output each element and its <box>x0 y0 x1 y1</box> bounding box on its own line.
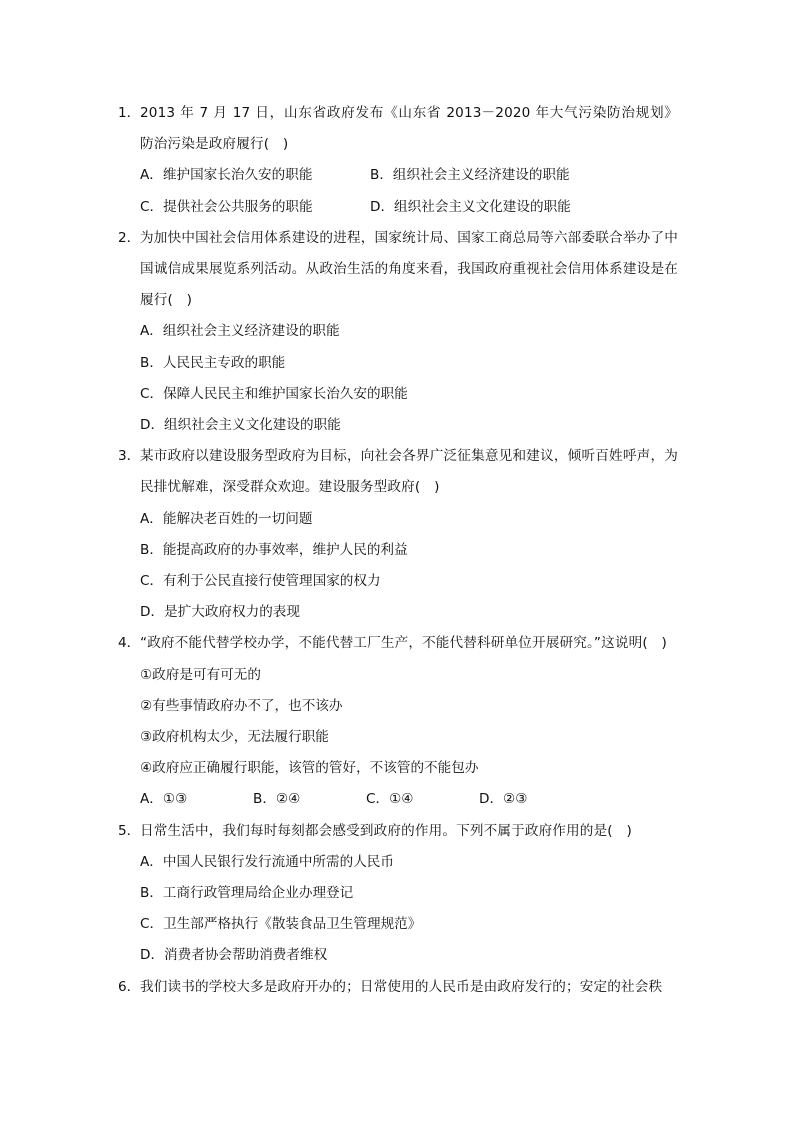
option-d: D．组织社会主义文化建设的职能 <box>140 417 341 434</box>
statement-3: ③政府机构太少，无法履行职能 <box>140 729 329 746</box>
option-a: A．中国人民银行发行流通中所需的人民币 <box>140 853 394 870</box>
statement-4: ④政府应正确履行职能，该管的管好，不该管的不能包办 <box>140 760 479 777</box>
question-1 <box>118 98 678 223</box>
option-c: C．保障人民民主和维护国家长治久安的职能 <box>140 385 408 402</box>
option-b: B．组织社会主义经济建设的职能 <box>370 167 570 184</box>
question-6 <box>118 972 678 1003</box>
question-stem: 日常生活中，我们每时每刻都会感受到政府的作用。下列不属于政府作用的是( ) <box>140 822 632 839</box>
question-number: 3． <box>118 448 141 465</box>
option-a: A．①③ <box>140 791 188 808</box>
statement-2: ②有些事情政府办不了，也不该办 <box>140 697 343 714</box>
question-stem: 某市政府以建设服务型政府为目标，向社会各界广泛征集意见和建议，倾听百姓呼声，为民排忧解难，深受群众欢迎。建设服务型政府( ) <box>140 448 678 496</box>
question-number: 2． <box>118 229 141 246</box>
option-d: D．消费者协会帮助消费者维权 <box>140 947 328 964</box>
question-3 <box>118 441 678 628</box>
option-c: C．①④ <box>366 791 414 808</box>
question-5 <box>118 816 678 972</box>
question-stem: 我们读书的学校大多是政府开办的；日常使用的人民币是由政府发行的；安定的社会秩 <box>140 978 663 995</box>
option-b: B．工商行政管理局给企业办理登记 <box>140 885 354 902</box>
question-number: 1． <box>118 105 141 121</box>
option-d: D．是扩大政府权力的表现 <box>140 604 300 621</box>
question-2 <box>118 223 678 441</box>
option-b: B．②④ <box>253 791 301 808</box>
option-c: C．提供社会公共服务的职能 <box>140 198 313 215</box>
option-a: A．能解决老百姓的一切问题 <box>140 510 313 527</box>
option-d: D．②③ <box>479 791 528 808</box>
option-b: B．能提高政府的办事效率，维护人民的利益 <box>140 541 408 558</box>
question-stem: 为加快中国社会信用体系建设的进程，国家统计局、国家工商总局等六部委联合举办了中国诚信成果展览系列活动。从政治生活的角度来看，我国政府重视社会信用体系建设是在履行( ) <box>140 229 678 309</box>
question-stem: 2013 年 7 月 17 日，山东省政府发布《山东省 2013－2020 年大气污染防治规划》 防治污染是政府履行( ) <box>140 105 678 153</box>
option-b: B．人民民主专政的职能 <box>140 354 286 371</box>
option-c: C．卫生部严格执行《散装食品卫生管理规范》 <box>140 916 422 933</box>
statement-1: ①政府是可有可无的 <box>140 666 261 683</box>
option-a: A．维护国家长治久安的职能 <box>140 167 313 184</box>
question-stem: “政府不能代替学校办学，不能代替工厂生产，不能代替科研单位开展研究。”这说明( ) <box>140 635 668 652</box>
question-number: 6． <box>118 978 141 995</box>
question-number: 4． <box>118 635 141 652</box>
exam-page <box>118 98 678 1003</box>
option-c: C．有利于公民直接行使管理国家的权力 <box>140 573 381 590</box>
question-number: 5． <box>118 822 141 839</box>
option-a: A．组织社会主义经济建设的职能 <box>140 323 340 340</box>
option-d: D．组织社会主义文化建设的职能 <box>370 198 571 215</box>
question-4 <box>118 628 678 815</box>
